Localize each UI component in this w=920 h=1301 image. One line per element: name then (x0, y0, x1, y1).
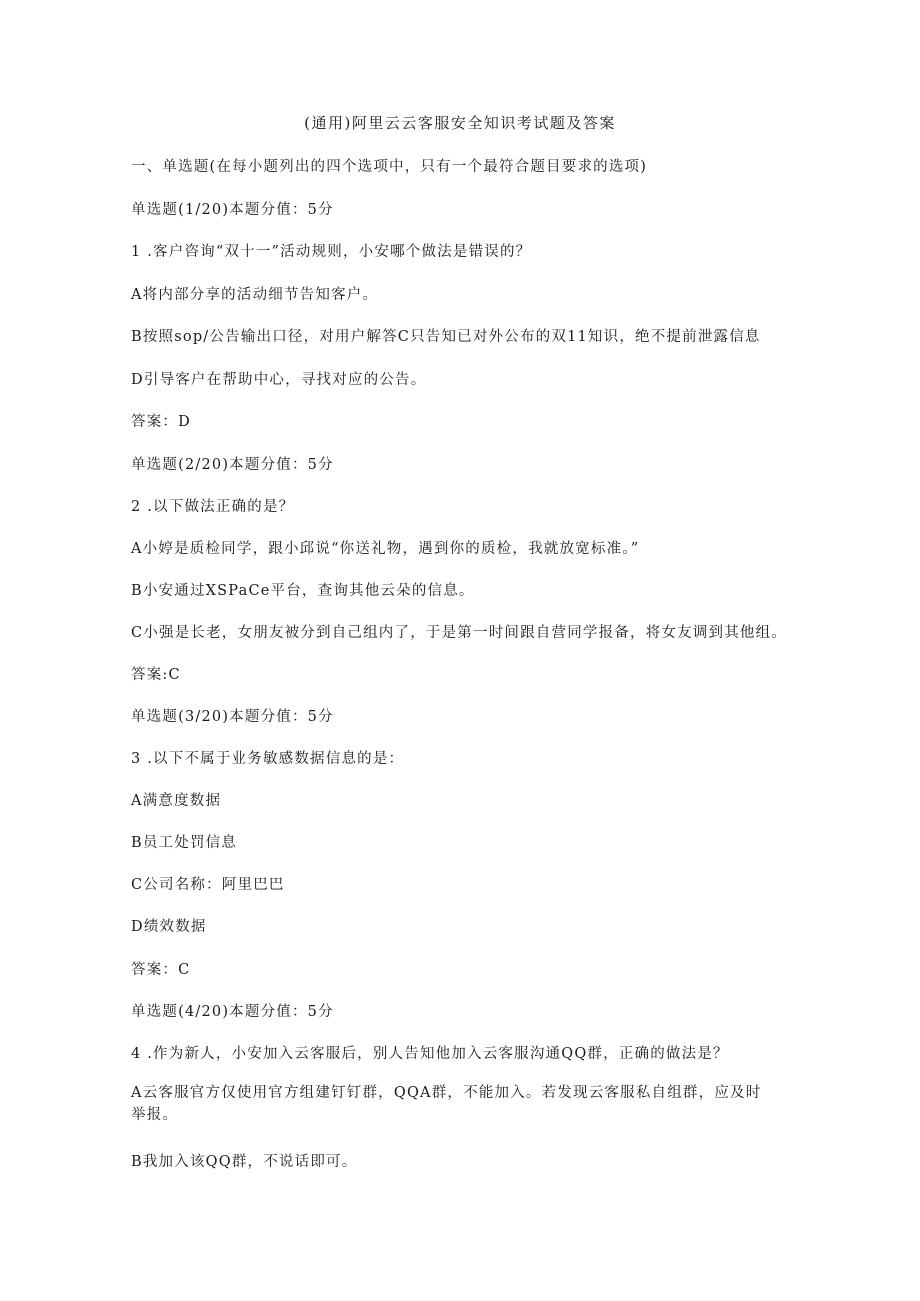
section-heading: 一、单选题(在每小题列出的四个选项中，只有一个最符合题目要求的选项) (131, 159, 648, 175)
answer: 答案:C (131, 667, 181, 683)
question-stem: 4 .作为新人，小安加入云客服后，别人告知他加入云客服沟通QQ群，正确的做法是？ (131, 1046, 729, 1062)
question-stem: 3 .以下不属于业务敏感数据信息的是： (131, 751, 405, 767)
option-d: D绩效数据 (131, 919, 207, 935)
question-header: 单选题(4/20)本题分值：5分 (131, 1004, 334, 1020)
option-a: A满意度数据 (131, 793, 222, 809)
question-stem: 2 .以下做法正确的是？ (131, 499, 295, 515)
option-a: A小婷是质检同学，跟小邱说“你送礼物，遇到你的质检，我就放宽标准。” (131, 541, 640, 557)
option-b: B我加入该QQ群，不说话即可。 (131, 1154, 358, 1170)
question-stem: 1 .客户咨询“双十一”活动规则，小安哪个做法是错误的？ (131, 244, 532, 260)
option-c: C公司名称：阿里巴巴 (131, 877, 285, 893)
question-header: 单选题(2/20)本题分值：5分 (131, 457, 334, 473)
option-b: B员工处罚信息 (131, 835, 238, 851)
option-a: A将内部分享的活动细节告知客户。 (131, 287, 379, 303)
document-title: (通用)阿里云云客服安全知识考试题及答案 (304, 114, 616, 132)
option-d: D引导客户在帮助中心，寻找对应的公告。 (131, 372, 427, 388)
option-c: C小强是长老，女朋友被分到自己组内了，于是第一时间跟自营同学报备，将女友调到其他组。 (131, 625, 787, 641)
answer: 答案：C (131, 962, 191, 978)
answer: 答案：D (131, 414, 191, 430)
option-b: B按照sop/公告输出口径，对用户解答C只告知已对外公布的双11知识，绝不提前泄露信息 (131, 329, 761, 345)
question-header: 单选题(3/20)本题分值：5分 (131, 709, 334, 725)
option-b: B小安通过XSPaCe平台，查询其他云朵的信息。 (131, 583, 475, 599)
option-a: A云客服官方仅使用官方组建钉钉群，QQA群，不能加入。若发现云客服私自组群，应及时举报。 (131, 1085, 762, 1123)
question-header: 单选题(1/20)本题分值：5分 (131, 202, 334, 218)
